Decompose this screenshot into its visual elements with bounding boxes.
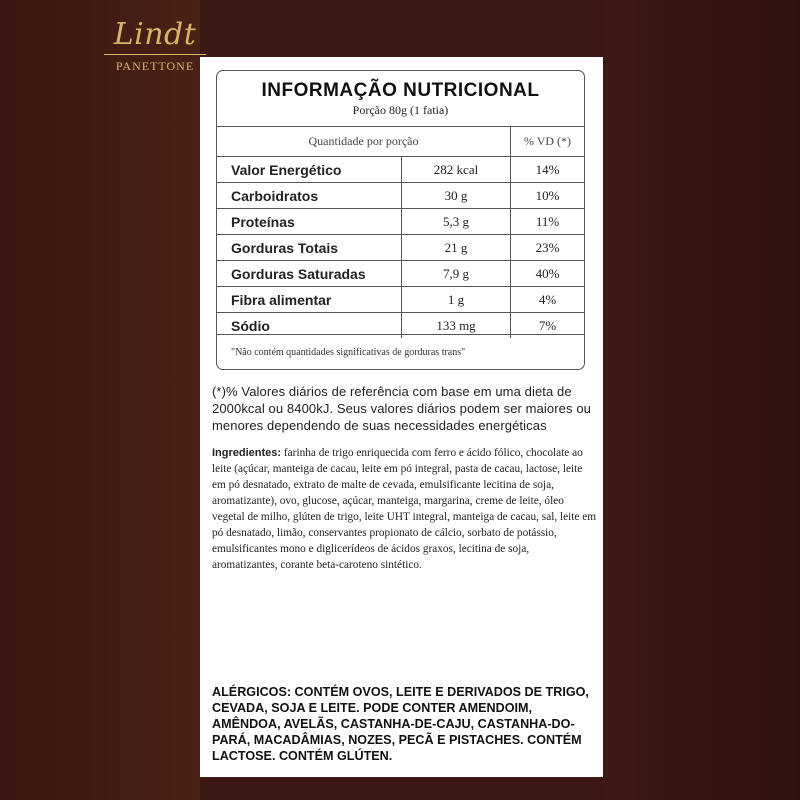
background-left — [0, 0, 200, 800]
background-right — [603, 0, 800, 800]
nutrition-facts-box — [216, 70, 585, 370]
label-panel — [200, 57, 603, 777]
nutrient-amount: 21 g — [402, 235, 511, 261]
table-row — [217, 183, 584, 209]
header-vd: % VD (*) — [511, 127, 585, 157]
nutrient-amount: 282 kcal — [402, 157, 511, 183]
nutrient-vd: 40% — [511, 261, 585, 287]
nutrient-name: Proteínas — [217, 209, 402, 235]
nutrition-title: INFORMAÇÃO NUTRICIONAL — [261, 80, 540, 101]
nutrient-vd: 10% — [511, 183, 585, 209]
footnote-divider — [217, 334, 584, 335]
table-row — [217, 157, 584, 183]
allergens-statement: ALÉRGICOS: CONTÉM OVOS, LEITE E DERIVADOS DE TRIGO, CEVADA, SOJA E LEITE. PODE CONTER AMENDOIM, AMÊNDOA, AVELÃS, CASTANHA-DE-CAJU, CASTANHA-DO-PARÁ, MACADÂMIAS, NOZES, PECÃ E PISTACHES. CONTÉM LACTOSE. CONTÉM GLÚTEN. — [212, 685, 589, 763]
nutrient-name: Fibra alimentar — [217, 287, 402, 313]
nutrition-portion: Porção 80g (1 fatia) — [352, 103, 449, 117]
nutrient-name: Carboidratos — [217, 183, 402, 209]
trans-fat-footnote: "Não contém quantidades significativas de gorduras trans" — [231, 347, 466, 358]
nutrient-amount: 7,9 g — [402, 261, 511, 287]
table-row — [217, 209, 584, 235]
logo-product-line: PANETTONE — [115, 59, 195, 73]
nutrient-vd: 23% — [511, 235, 585, 261]
nutrient-name: Gorduras Totais — [217, 235, 402, 261]
ingredients-section — [212, 445, 597, 573]
logo-wordmark: Lindt — [113, 17, 197, 52]
lindt-logo — [100, 18, 210, 74]
nutrient-amount: 133 mg — [402, 313, 511, 339]
nutrition-table-header — [217, 127, 584, 157]
ingredients-label: Ingredientes: — [212, 447, 282, 459]
table-row — [217, 287, 584, 313]
nutrient-amount: 1 g — [402, 287, 511, 313]
table-row — [217, 261, 584, 287]
nutrition-table — [217, 126, 584, 338]
table-row — [217, 235, 584, 261]
nutrient-vd: 7% — [511, 313, 585, 339]
nutrient-amount: 5,3 g — [402, 209, 511, 235]
nutrient-amount: 30 g — [402, 183, 511, 209]
nutrient-vd: 14% — [511, 157, 585, 183]
nutrient-name: Gorduras Saturadas — [217, 261, 402, 287]
nutrient-vd: 4% — [511, 287, 585, 313]
ingredients-text: farinha de trigo enriquecida com ferro e ácido fólico, chocolate ao leite (açúcar, manteiga de cacau, leite em pó integral, pasta de cacau, lactose, leite em pó desnatado, extrato de malte de cevada, emulsificante lecitina de soja, aromatizante), ovo, glucose, açúcar, manteiga, margarina, creme de leite, óleo vegetal de milho, glúten de trigo, leite UHT integral, manteiga de cacau, sal, leite em pó desnatado, limão, conservantes propionato de cálcio, sorbato de potássio, emulsificantes mono e diglicerídeos de ácidos graxos, lecitina de soja, aromatizantes, corante beta-caroteno sintético. — [212, 447, 597, 571]
nutrient-name: Sódio — [217, 313, 402, 339]
header-quantity: Quantidade por porção — [217, 127, 511, 157]
nutrient-vd: 11% — [511, 209, 585, 235]
vd-reference-note: (*)% Valores diários de referência com base em uma dieta de 2000kcal ou 8400kJ. Seus valores diários podem ser maiores ou menores dependendo de suas necessidades energéticas — [212, 384, 591, 433]
nutrient-name: Valor Energético — [217, 157, 402, 183]
logo-divider — [104, 54, 206, 55]
